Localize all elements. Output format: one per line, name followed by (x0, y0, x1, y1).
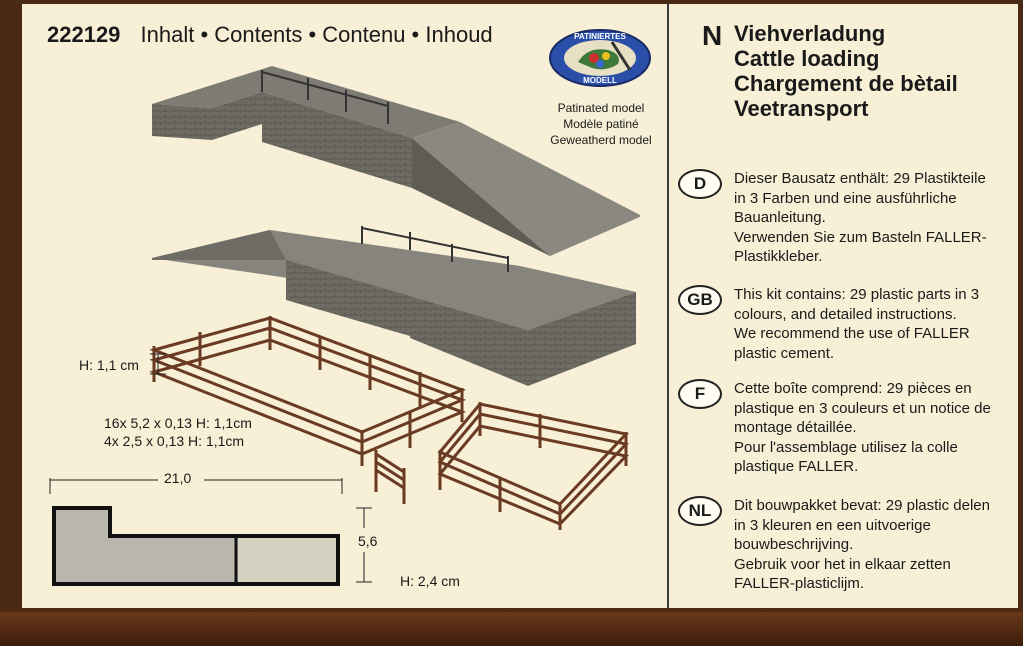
lang-text-gb (734, 285, 1023, 363)
text-line: Plastikkleber. (734, 248, 823, 265)
title-nl: Veetransport (734, 96, 869, 121)
lang-badge-f: F (678, 379, 722, 409)
text-line: This kit contains: 29 plastic parts in 3 (734, 286, 980, 303)
text-line: Gebruik voor het in elkaar zetten (734, 555, 951, 573)
product-titles (734, 21, 958, 121)
caption-nl: Geweatherd model (550, 133, 652, 147)
title-fr: Chargement de bètail (734, 71, 958, 96)
contents-title: Inhalt • Contents • Contenu • Inhoud (140, 22, 493, 47)
text-line: colours, and detailed instructions. (734, 305, 957, 323)
caption-fr: Modèle patiné (563, 117, 639, 131)
contents-header (47, 22, 493, 48)
upper-platform (152, 66, 640, 256)
fence-height-marker (148, 352, 168, 376)
length-label: 21,0 (164, 470, 192, 486)
lang-text-de (734, 169, 1023, 267)
text-line: in 3 Farben und eine ausführliche (734, 189, 957, 207)
model-illustration (140, 60, 640, 530)
text-line: bouwbeschrijving. (734, 536, 854, 553)
spec-line-1: 16x 5,2 x 0,13 H: 1,1cm (104, 415, 252, 431)
text-line: montage détaillée. (734, 419, 857, 436)
lang-badge-de: D (678, 169, 722, 199)
text-line: in 3 kleuren en een uitvoerige (734, 516, 931, 534)
scale-label: N (702, 20, 723, 51)
text-line: Dieser Bausatz enthält: 29 Plastikteile (734, 170, 986, 187)
title-de: Viehverladung (734, 21, 886, 46)
fence-height-label: H: 1,1 cm (79, 357, 139, 373)
spec-line-2: 4x 2,5 x 0,13 H: 1,1cm (104, 433, 245, 449)
text-line: plastic cement. (734, 344, 835, 362)
text-line: plastique FALLER. (734, 458, 859, 475)
lang-text-nl (734, 496, 1023, 594)
text-line: FALLER-plasticlijm. (734, 575, 865, 592)
text-line: Bauanleitung. (734, 209, 826, 226)
box-edge (0, 612, 1023, 646)
caption-de: Patinated model (557, 101, 645, 115)
text-line: Verwenden Sie zum Basteln FALLER- (734, 228, 987, 246)
text-line: Pour l'assemblage utilisez la colle (734, 438, 958, 456)
lang-badge-nl: NL (678, 496, 722, 526)
lang-text-f (734, 379, 1023, 477)
text-line: Cette boîte comprend: 29 pièces en (734, 380, 972, 397)
lang-badge-gb: GB (678, 285, 722, 315)
text-line: plastique en 3 couleurs et un notice de (734, 399, 991, 417)
platform-height-label: H: 2,4 cm (400, 573, 460, 589)
text-line: Dit bouwpakket bevat: 29 plastic delen (734, 497, 990, 514)
article-number: 222129 (47, 22, 121, 47)
logo-top-text: PATINIERTES (574, 32, 626, 41)
title-en: Cattle loading (734, 46, 880, 71)
logo-bottom-text: MODELL (583, 76, 617, 85)
fence-spec-lines (104, 414, 252, 450)
text-line: We recommend the use of FALLER (734, 325, 970, 342)
width-label: 5,6 (358, 533, 378, 549)
